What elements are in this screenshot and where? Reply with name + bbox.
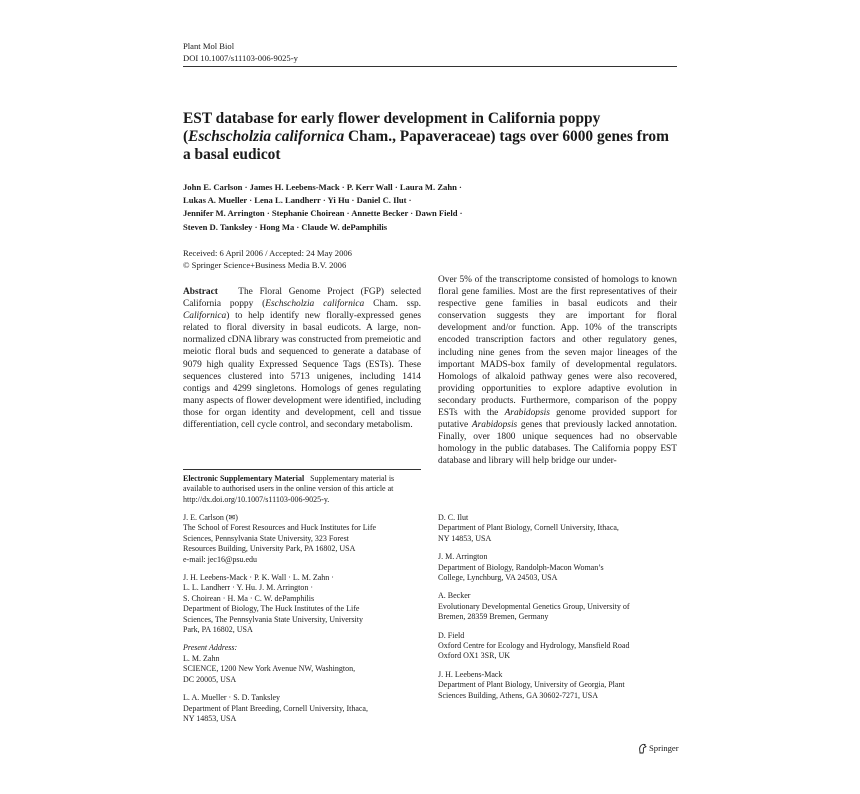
abstract-label: Abstract [183, 287, 218, 297]
journal-name: Plant Mol Biol [183, 41, 235, 51]
author-line: Lukas A. Mueller · Lena L. Landherr · Yi Hu · Daniel C. Ilut · [183, 195, 412, 206]
affiliation-block: A. Becker Evolutionary Developmental Genetics Group, University of Bremen, 28359 Bremen, Germany [438, 591, 630, 622]
doi: DOI 10.1007/s11103-006-9025-y [183, 53, 298, 63]
copyright: © Springer Science+Business Media B.V. 2006 [183, 259, 347, 270]
author-list [183, 181, 677, 234]
springer-horse-icon [638, 743, 647, 754]
affiliation-block: J. H. Leebens-Mack Department of Plant Biology, University of Georgia, Plant Sciences Building, Athens, GA 30602-7271, USA [438, 669, 625, 700]
affiliations-right [438, 513, 677, 709]
paper-title: EST database for early flower development in California poppy (Eschscholzia californica Cham., Papaveraceae) tags over 6000 genes from a basal eudicot [183, 110, 669, 163]
esm-label: Electronic Supplementary Material [183, 474, 305, 483]
author-line: John E. Carlson · James H. Leebens-Mack · P. Kerr Wall · Laura M. Zahn · [183, 182, 462, 192]
affiliations-left [183, 513, 421, 732]
supplementary-material-note [183, 469, 421, 505]
abstract-continued: Over 5% of the transcriptome consisted of homologs to known floral gene families. Most are the first representatives of their respective gene families in basal eudicots and their conservation suggests they are important for floral development and/or function. App. 10% of the transcripts encoded transcription factors and other regulatory genes, including nine genes from the seven major lineages of the important MADS-box family of developmental regulators. Homologs of alkaloid pathway genes were also recovered, providing opportunities to explore adaptive evolution in secondary products. Furthermore, comparison of the poppy ESTs with the Arabidopsis genome provided support for putative Arabidopsis genes that previously lacked annotation. Finally, over 1800 unique sequences had no observable homology in the public databases. The California poppy EST database and library will help bridge our under- [438, 275, 678, 467]
affiliation-block: Present Address: L. M. Zahn SCIENCE, 1200 New York Avenue NW, Washington, DC 20005, USA [183, 643, 421, 685]
esm-text: Supplementary material is available to authorised users in the online version of this article at http://dx.doi.org/10.1007/s11103-006-9025-y. [183, 474, 395, 504]
abstract-left-column [183, 286, 421, 431]
author-line: Jennifer M. Arrington · Stephanie Choirean · Annette Becker · Dawn Field · [183, 208, 463, 219]
author-line: Steven D. Tanksley · Hong Ma · Claude W. dePamphilis [183, 221, 388, 232]
abstract: Abstract The Floral Genome Project (FGP) selected California poppy (Eschscholzia californica Cham. ssp. Californica) to help identify new florally-expressed genes related to floral diversity in basal eudicots. A large, non-normalized cDNA library was constructed from premeiotic and meiotic floral buds and sequenced to generate a database of 9079 high quality Expressed Sequence Tags (ESTs). These sequences clustered into 5713 unigenes, including 1414 contigs and 4299 singletons. Homologs of genes regulating many aspects of flower development were identified, including those for organ identity and development, cell and tissue differentiation, cell cycle control, and secondary metabolism. [183, 287, 422, 431]
affiliation-block: J. H. Leebens-Mack · P. K. Wall · L. M. Zahn · L. L. Landherr · Y. Hu. J. M. Arrington · S. Choirean · H. Ma · C. W. dePamphilis Department of Biology, The Huck Institutes of the Life Sciences, The Pennsylvania State University, University Park, PA 16802, USA [183, 573, 363, 635]
affiliation-block: L. A. Mueller · S. D. Tanksley Department of Plant Breeding, Cornell University, Ithaca, NY 14853, USA [183, 693, 368, 723]
received-accepted: Received: 6 April 2006 / Accepted: 24 May 2006 [183, 248, 352, 258]
publisher-logo [638, 743, 679, 754]
present-address-label: Present Address: [183, 643, 238, 653]
affiliation-block: J. E. Carlson (✉) The School of Forest Resources and Huck Institutes for Life Sciences, Pennsylvania State University, 323 Forest Resources Building, University Park, PA 16802, USA e-mail: jec16@psu.edu [183, 513, 421, 565]
header-rule [183, 66, 677, 67]
journal-header [183, 40, 298, 64]
publication-dates [183, 248, 677, 271]
affiliation-block: D. C. Ilut Department of Plant Biology, Cornell University, Ithaca, NY 14853, USA [438, 513, 619, 543]
affiliation-block: J. M. Arrington Department of Biology, Randolph-Macon Woman’s College, Lynchburg, VA 24503, USA [438, 552, 604, 583]
title-species: Eschscholzia californica [188, 128, 345, 145]
publisher-name: Springer [649, 743, 679, 753]
abstract-right-column [438, 274, 677, 468]
email[interactable]: e-mail: jec16@psu.edu [183, 554, 258, 564]
affiliation-block: D. Field Oxford Centre for Ecology and Hydrology, Mansfield Road Oxford OX1 3SR, UK [438, 630, 630, 661]
